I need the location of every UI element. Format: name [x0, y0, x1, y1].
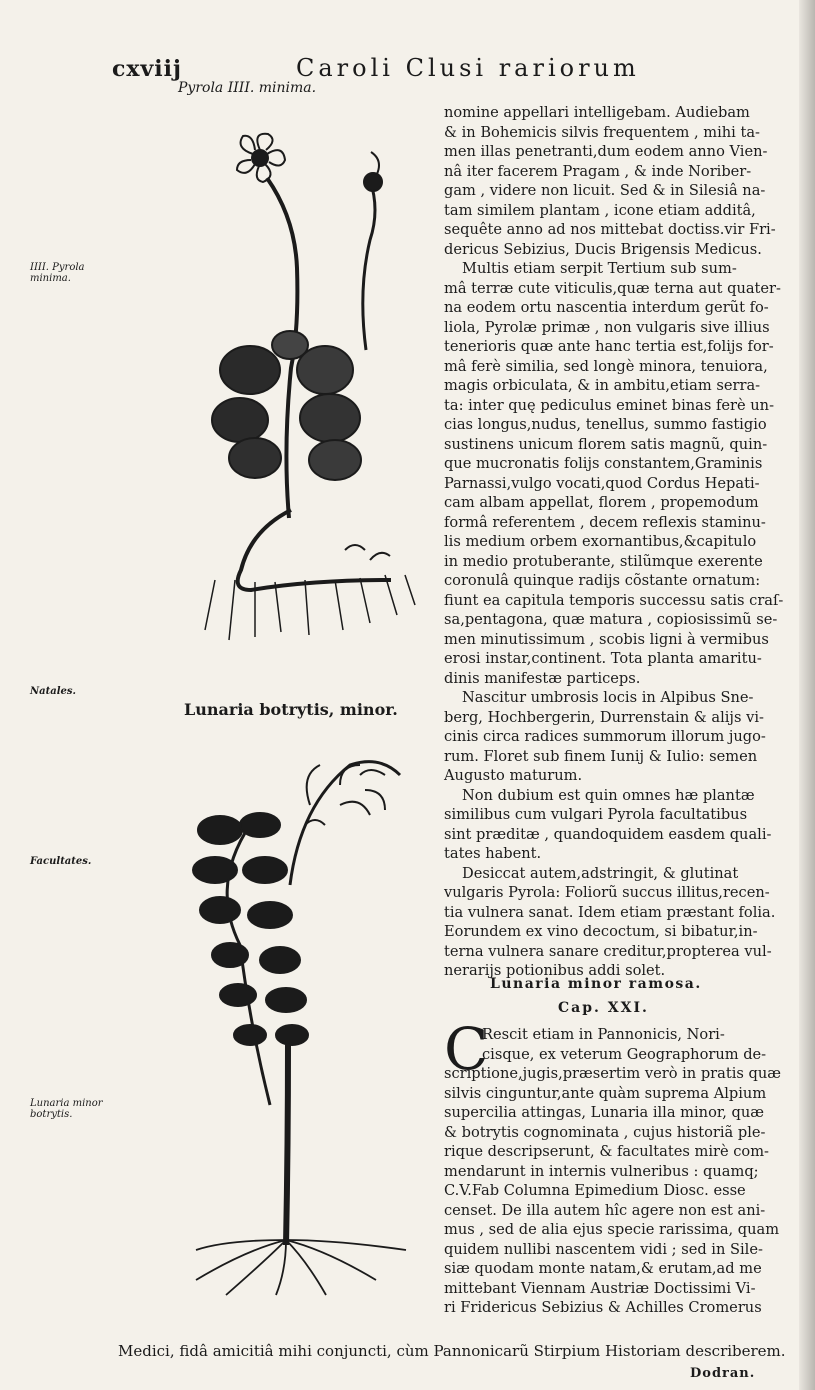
margin-note-lunaria: Lunaria minor botrytis. [30, 1098, 103, 1120]
text-line: nâ iter facerem Pragam , & inde Noriber- [444, 162, 752, 180]
text-line: Multis etiam serpit Tertium sub sum- [462, 260, 737, 277]
lunaria-woodcut [190, 745, 440, 1300]
text-line: supercilia attingas, Lunaria illa minor, quæ [444, 1104, 764, 1121]
text-line: censet. De illa autem hîc agere non est ani- [444, 1201, 766, 1219]
text-line: scriptione,jugis,præsertim verò in pratis quæ [444, 1065, 781, 1082]
text-line: Non dubium est quin omnes hæ plantæ [462, 786, 755, 804]
text-line: Rescit etiam in Pannonicis, Nori- [482, 1026, 725, 1043]
text-line: & in Bohemicis silvis frequentem , mihi ta- [444, 123, 760, 141]
pyrola-caption: Pyrola IIII. minima. [178, 80, 317, 96]
text-line: in medio protuberante, stilũmque exerente [444, 552, 763, 570]
text-line: gam , videre non licuit. Sed & in Silesiâ na- [444, 182, 766, 199]
text-line: tam similem plantam , icone etiam additâ, [444, 201, 756, 219]
text-line: que mucronatis folijs constantem,Graminis [444, 455, 763, 472]
margin-note-natales: Natales. [30, 686, 76, 697]
text-line: coronulâ quinque radijs cõstante ornatum: [444, 572, 761, 589]
text-line: liola, Pyrolæ primæ , non vulgaris sive illius [444, 318, 770, 336]
text-line: tenerioris quæ ante hanc tertia est,folijs for- [444, 338, 774, 355]
margin-note-facultates: Facultates. [30, 856, 92, 867]
page-header [0, 52, 800, 86]
running-title: Caroli Clusi rariorum [296, 54, 640, 82]
text-line: nerarijs potionibus addi solet. [444, 962, 666, 979]
text-line: rique descripserunt, & facultates mirè com- [444, 1143, 769, 1160]
text-line: mittebant Viennam Austriæ Doctissimi Vi- [444, 1279, 756, 1297]
drop-capital: C [444, 1015, 489, 1083]
text-line: vulgaris Pyrola: Foliorũ succus illitus,recen- [444, 884, 770, 901]
text-line: cias longus,nudus, tenellus, summo fastigio [444, 416, 767, 433]
text-line: ta: inter quę pediculus eminet binas ferè un- [444, 396, 775, 414]
page-number: cxviij [112, 56, 182, 82]
text-line: silvis cinguntur,ante quàm suprema Alpium [444, 1084, 767, 1102]
text-line: sint præditæ , quandoquidem easdem quali- [444, 825, 772, 843]
text-line: mus , sed de alia ejus specie rarissima, quam [444, 1221, 780, 1238]
text-line: & botrytis cognominata , cujus historiã ple- [444, 1123, 766, 1141]
chapter-title: Lunaria minor ramosa. [490, 976, 702, 992]
full-width-line: Medici, fidâ amicitiâ mihi conjuncti, cùm Pannonicarũ Stirpium Historiam describerem. [118, 1342, 786, 1360]
text-line: quidem nullibi nascentem vidi ; sed in Sile- [444, 1240, 763, 1258]
page-edge-shadow [799, 0, 815, 1390]
text-line: similibus cum vulgari Pyrola facultatibus [444, 806, 748, 823]
text-line: Nascitur umbrosis locis in Alpibus Sne- [462, 689, 754, 706]
text-line: mendarunt in internis vulneribus : quamq; [444, 1162, 759, 1180]
text-line: tates habent. [444, 845, 542, 862]
text-line: mâ ferè similia, sed longè minora, tenuiora, [444, 357, 768, 375]
text-line: fiunt ea capitula temporis successu satis craſ- [444, 591, 784, 609]
text-line: na eodem ortu nascentia interdum gerũt fo- [444, 299, 769, 316]
text-line: berg, Hochbergerin, Durrenstain & alijs vi- [444, 708, 764, 726]
text-line: sustinens unicum florem satis magnũ, quin- [444, 435, 768, 453]
text-line: Desiccat autem,adstringit, & glutinat [462, 864, 739, 882]
text-line: Parnassi,vulgo vocati,quod Cordus Hepati- [444, 474, 760, 492]
catchword: Dodran. [690, 1366, 756, 1381]
chapter-text-column [444, 1025, 789, 1318]
text-line: Eorundem ex vino decoctum, si bibatur,in- [444, 923, 758, 940]
text-line: cam albam appellat, florem , propemodum [444, 494, 759, 511]
main-text-column [444, 103, 784, 981]
text-line: dericus Sebizius, Ducis Brigensis Medicus. [444, 240, 762, 258]
lunaria-figure-caption: Lunaria botrytis, minor. [184, 700, 398, 719]
text-line: sequête anno ad nos mittebat doctiss.vir Fri- [444, 221, 776, 238]
margin-note-pyrola: IIII. Pyrola minima. [30, 262, 85, 284]
text-line: magis orbiculata, & in ambitu,etiam serra- [444, 377, 761, 394]
text-line: rum. Floret sub finem Iunij & Iulio: semen [444, 747, 758, 765]
text-line: ri Fridericus Sebizius & Achilles Cromerus [444, 1299, 762, 1316]
text-line: siæ quodam monte natam,& erutam,ad me [444, 1260, 762, 1277]
text-line: mâ terræ cute viticulis,quæ terna aut quater- [444, 279, 781, 297]
text-line: lis medium orbem exornantibus,&capitulo [444, 533, 757, 550]
chapter-number: Cap. XXI. [558, 1000, 649, 1016]
text-line: C.V.Fab Columna Epimedium Diosc. esse [444, 1182, 746, 1199]
text-line: tia vulnera sanat. Idem etiam præstant folia. [444, 903, 776, 921]
text-line: formâ referentem , decem reflexis staminu- [444, 513, 766, 531]
text-line: cinis circa radices summorum illorum jugo- [444, 728, 766, 745]
text-line: men illas penetranti,dum eodem anno Vien- [444, 143, 768, 160]
text-line: cisque, ex veterum Geographorum de- [482, 1045, 767, 1063]
text-line: men minutissimum , scobis ligni à vermibus [444, 630, 769, 648]
text-line: terna vulnera sanare creditur,propterea vul- [444, 942, 772, 960]
text-line: erosi instar,continent. Tota planta amaritu- [444, 650, 762, 667]
text-line: sa,pentagona, quæ matura , copiosissimũ se- [444, 611, 778, 628]
text-line: nomine appellari intelligebam. Audiebam [444, 104, 750, 121]
pyrola-woodcut [195, 120, 435, 650]
text-line: Augusto maturum. [444, 767, 583, 784]
text-line: dinis manifestæ particeps. [444, 669, 641, 687]
